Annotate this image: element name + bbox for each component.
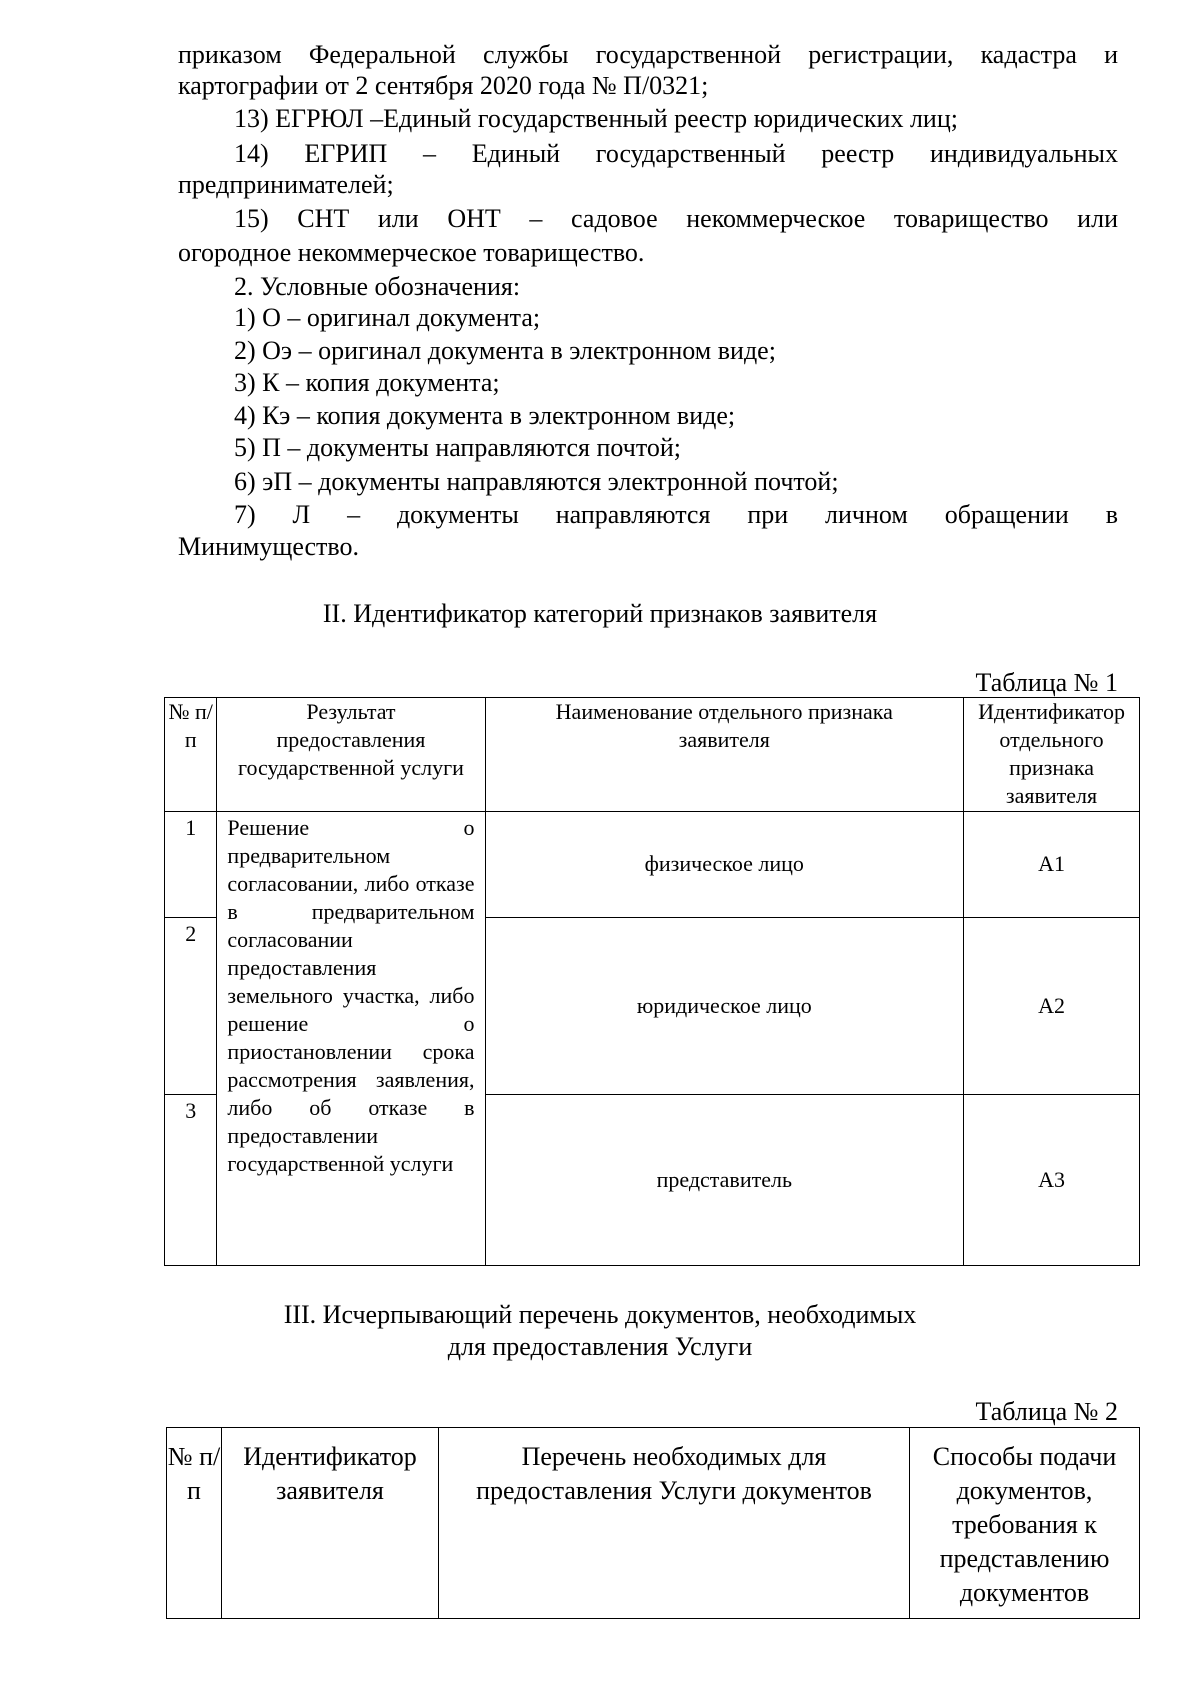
header-methods: Способы подачи документов, требования к представлению документов xyxy=(910,1428,1140,1619)
row-num: 3 xyxy=(165,1095,217,1266)
applicant-category-table xyxy=(164,697,1140,1266)
header-id: Идентификатор отдельного признака заявителя xyxy=(964,698,1140,812)
notation-item: 4) Кэ – копия документа в электронном виде; xyxy=(234,401,736,430)
row-id: А2 xyxy=(964,918,1140,1095)
table-row xyxy=(165,811,1140,918)
row-name: юридическое лицо xyxy=(485,918,964,1095)
notation-item: 6) эП – документы направляются электронной почтой; xyxy=(234,467,839,496)
header-applicant: Идентификатор заявителя xyxy=(222,1428,439,1619)
paragraph-line: предпринимателей; xyxy=(178,170,394,199)
section-title: II. Идентификатор категорий признаков заявителя xyxy=(322,599,878,628)
list-item-15: 15) СНТ или ОНТ – садовое некоммерческое товарищество или xyxy=(234,204,1118,233)
row-num: 1 xyxy=(165,811,217,918)
table-label: Таблица № 1 xyxy=(975,668,1118,697)
notation-title: 2. Условные обозначения: xyxy=(234,272,521,301)
paragraph-line: картографии от 2 сентября 2020 года № П/0321; xyxy=(178,71,709,100)
notation-item: 1) О – оригинал документа; xyxy=(234,303,541,332)
notation-item: 2) Оэ – оригинал документа в электронном виде; xyxy=(234,336,776,365)
row-name: физическое лицо xyxy=(485,811,964,918)
paragraph-line: огородное некоммерческое товарищество. xyxy=(178,238,645,267)
section-title: для предоставления Услуги xyxy=(447,1332,753,1361)
list-item-13: 13) ЕГРЮЛ –Единый государственный реестр юридических лиц; xyxy=(234,104,958,133)
notation-item: 7) Л – документы направляются при личном обращении в xyxy=(234,500,1118,529)
header-docs: Перечень необходимых для предоставления Услуги документов xyxy=(439,1428,910,1619)
section-title: III. Исчерпывающий перечень документов, необходимых xyxy=(283,1300,917,1329)
header-result: Результат предоставления государственной услуги xyxy=(217,698,485,812)
notation-item: 5) П – документы направляются почтой; xyxy=(234,433,681,462)
table-header-row xyxy=(165,698,1140,812)
header-name: Наименование отдельного признака заявителя xyxy=(485,698,964,812)
row-name: представитель xyxy=(485,1095,964,1266)
notation-item: 3) К – копия документа; xyxy=(234,368,500,397)
row-id: А3 xyxy=(964,1095,1140,1266)
paragraph-line: приказом Федеральной службы государственной регистрации, кадастра и xyxy=(178,40,1118,69)
documents-table xyxy=(166,1427,1140,1619)
table-header-row xyxy=(167,1428,1140,1619)
paragraph-line: Минимущество. xyxy=(178,532,360,561)
header-num: № п/п xyxy=(167,1428,222,1619)
row-id: А1 xyxy=(964,811,1140,918)
header-num: № п/п xyxy=(165,698,217,812)
table-label: Таблица № 2 xyxy=(975,1397,1118,1426)
row-num: 2 xyxy=(165,918,217,1095)
list-item-14: 14) ЕГРИП – Единый государственный реестр индивидуальных xyxy=(234,139,1118,168)
result-cell: Решение о предварительном согласовании, либо отказе в предварительном согласовании предоставления земельного участка, либо решение о приостановлении срока рассмотрения заявления, либо об отказе в предоставлении государственной услуги xyxy=(217,811,485,1265)
